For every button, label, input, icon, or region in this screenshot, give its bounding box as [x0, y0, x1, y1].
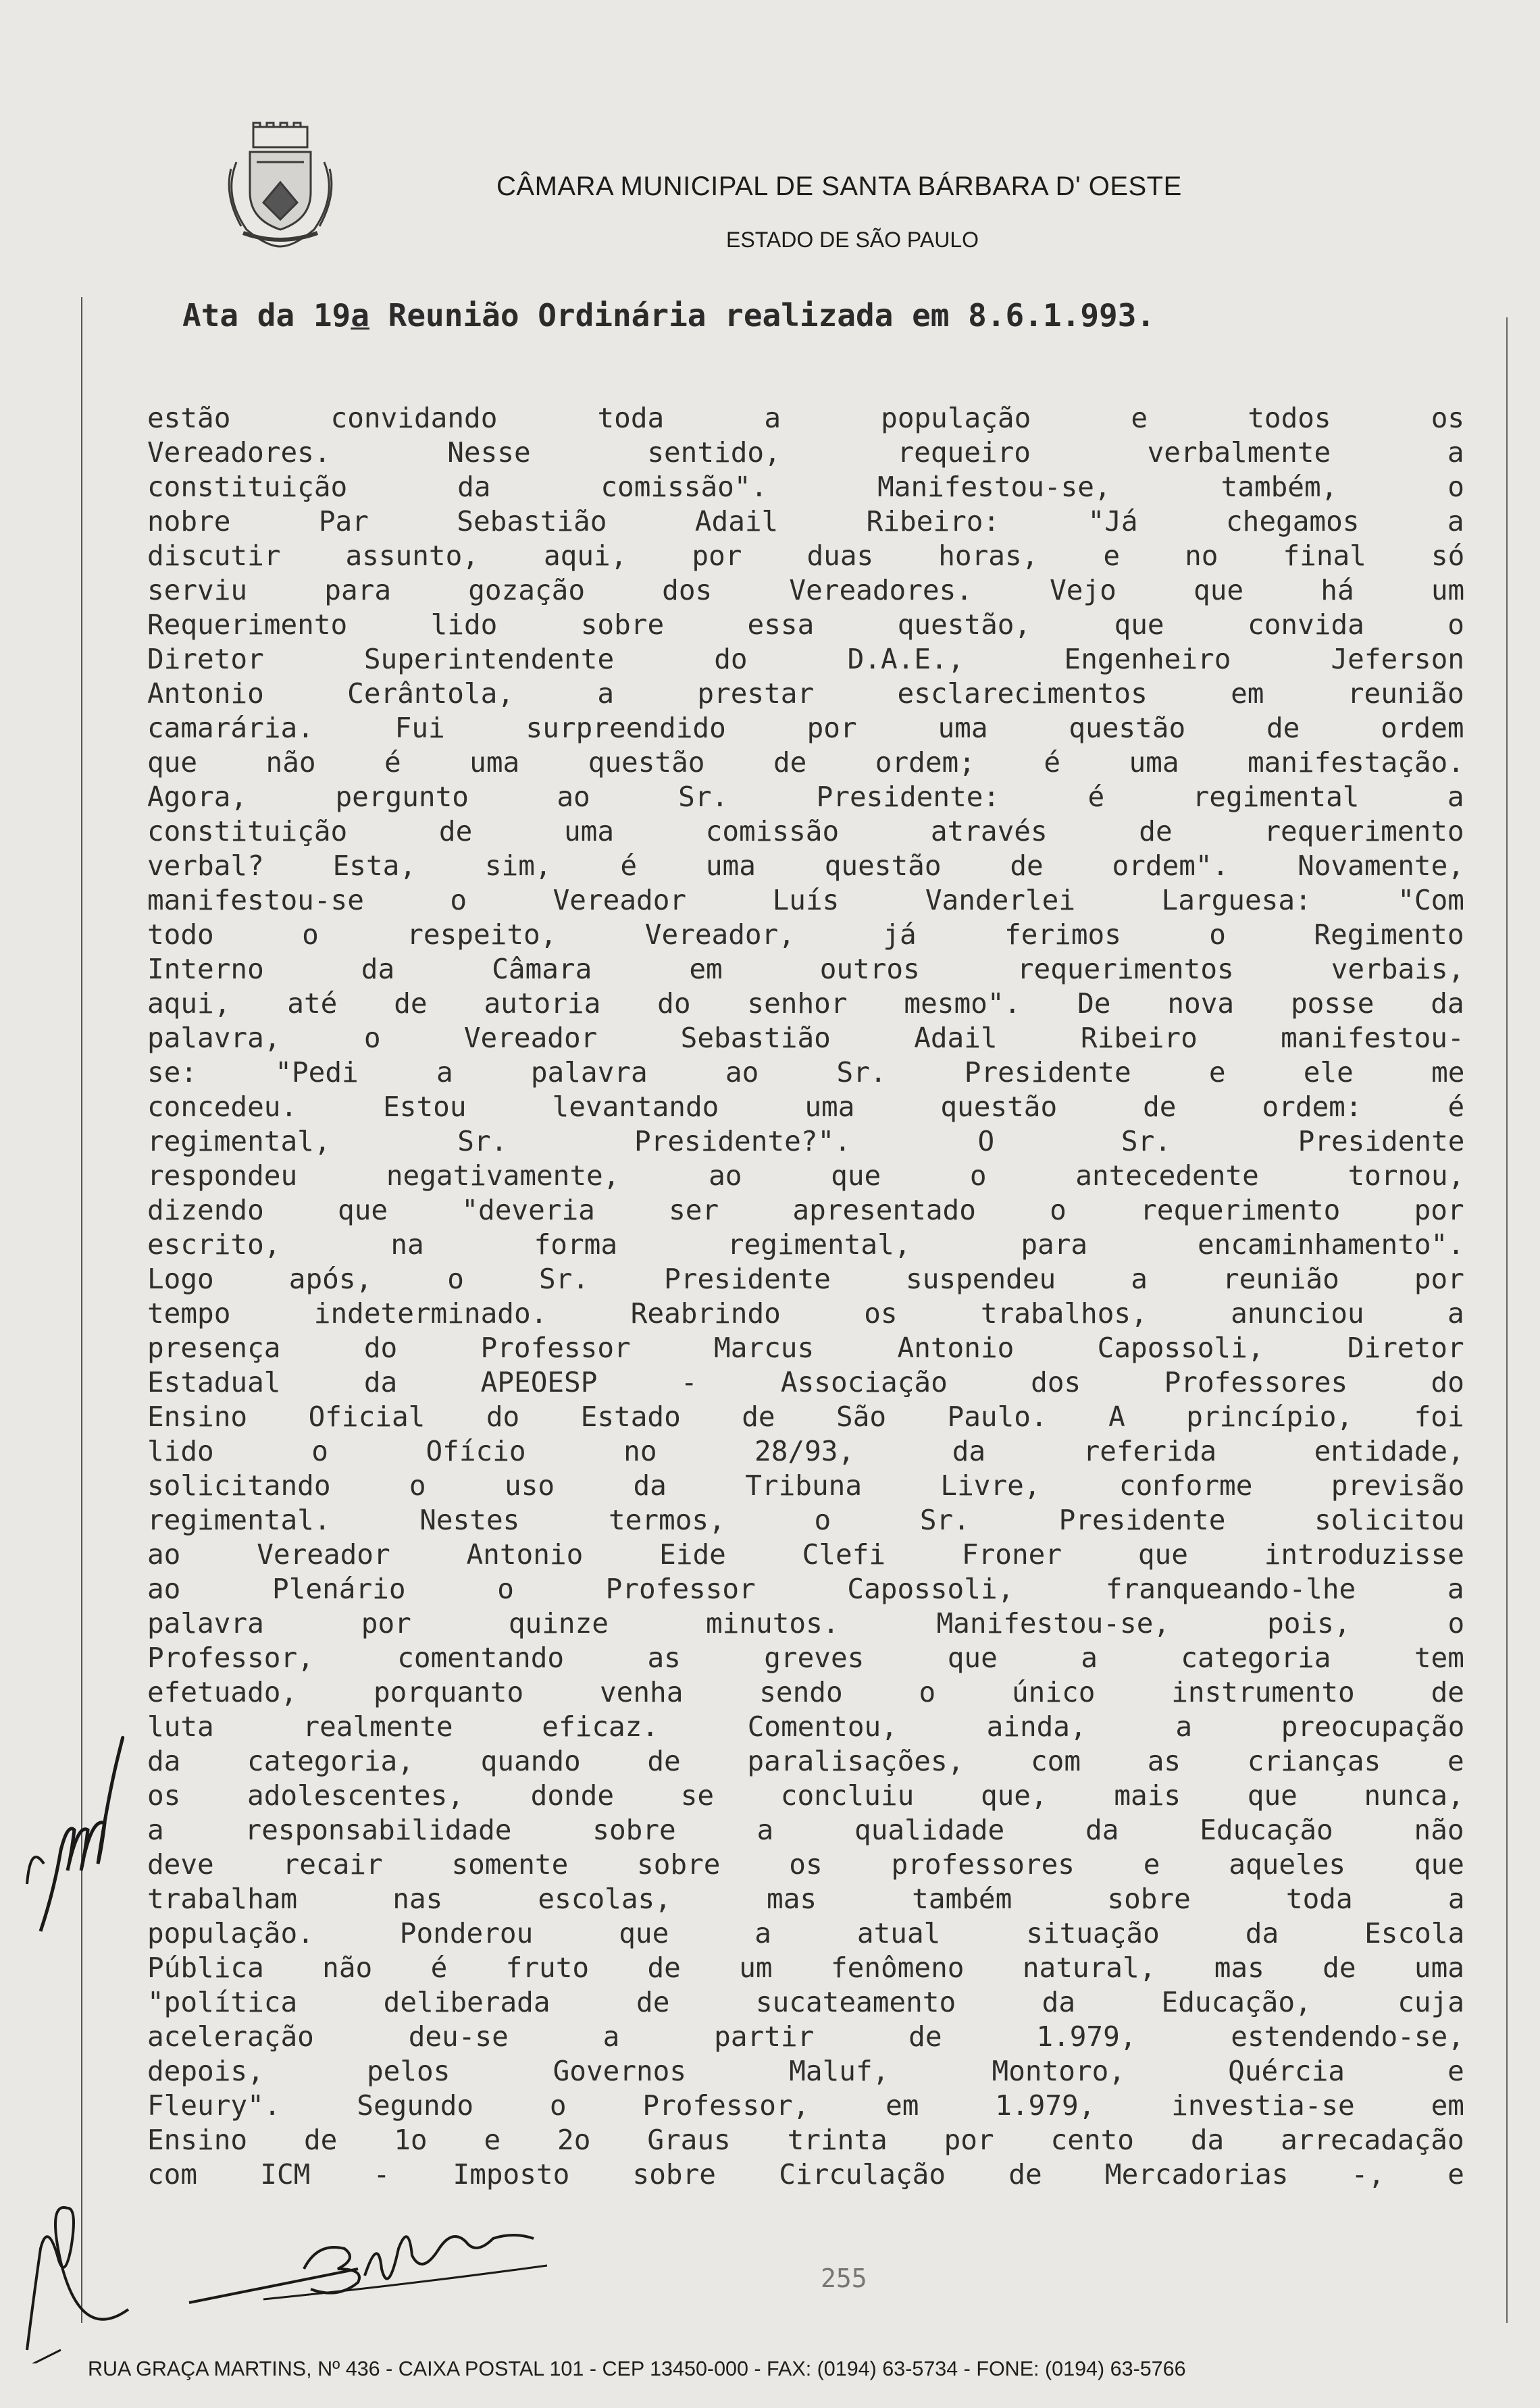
text-line: deve recair somente sobre os professores e aqueles que [147, 1848, 1464, 1881]
text-line: concedeu. Estou levantando uma questão de ordem: é [147, 1091, 1465, 1123]
text-line: aceleração deu-se a partir de 1.979, estendendo-se, [147, 2020, 1464, 2053]
text-line: os adolescentes, donde se concluiu que, mais que nunca, [147, 1779, 1464, 1812]
text-line: Requerimento lido sobre essa questão, que convida o [147, 608, 1464, 641]
text-line: estão convidando toda a população e todos os [147, 402, 1465, 434]
text-line: Logo após, o Sr. Presidente suspendeu a reunião por [147, 1263, 1464, 1295]
text-line: lido o Ofício no 28/93, da referida entidade, [147, 1435, 1464, 1467]
text-line: que não é uma questão de ordem; é uma manifestação. [147, 746, 1464, 779]
text-line: ao Plenário o Professor Capossoli, franqueando-lhe a [147, 1573, 1464, 1605]
text-line: dizendo que "deveria ser apresentado o requerimento por [147, 1194, 1464, 1226]
text-line: da categoria, quando de paralisações, com as crianças e [147, 1745, 1464, 1777]
margin-signature-upper [14, 1702, 149, 1945]
text-line: com ICM - Imposto sobre Circulação de Mercadorias -, e [147, 2158, 1464, 2191]
text-line: efetuado, porquanto venha sendo o único instrumento de [147, 1676, 1464, 1708]
text-line: se: "Pedi a palavra ao Sr. Presidente e ele me [147, 1056, 1465, 1089]
institution-name: CÂMARA MUNICIPAL DE SANTA BÁRBARA D' OESTE [496, 172, 1182, 201]
text-line: constituição de uma comissão através de requerimento [147, 815, 1464, 847]
footer-address: RUA GRAÇA MARTINS, Nº 436 - CAIXA POSTAL 101 - CEP 13450-000 - FAX: (0194) 63-5734 - FONE: (0194) 63-5766 [88, 2357, 1186, 2380]
text-line: Vereadores. Nesse sentido, requeiro verbalmente a [147, 436, 1464, 469]
text-line: regimental, Sr. Presidente?". O Sr. Presidente [147, 1125, 1465, 1157]
municipal-coat-of-arms-icon [216, 122, 344, 250]
text-line: serviu para gozação dos Vereadores. Vejo que há um [147, 574, 1465, 606]
text-line: camarária. Fui surpreendido por uma questão de ordem [147, 712, 1464, 744]
text-line: manifestou-se o Vereador Luís Vanderlei Larguesa: "Com [147, 884, 1464, 916]
text-line: Professor, comentando as greves que a categoria tem [147, 1642, 1464, 1674]
text-line: discutir assunto, aqui, por duas horas, e no final só [147, 540, 1465, 572]
text-line: respondeu negativamente, ao que o antecedente tornou, [147, 1159, 1465, 1192]
text-line: solicitando o uso da Tribuna Livre, conforme previsão [147, 1469, 1465, 1502]
text-line: tempo indeterminado. Reabrindo os trabalhos, anunciou a [147, 1297, 1464, 1330]
text-line: constituição da comissão". Manifestou-se, também, o [147, 471, 1464, 503]
text-line: depois, pelos Governos Maluf, Montoro, Quércia e [147, 2055, 1464, 2087]
title-ordinal: a [351, 297, 369, 334]
text-line: Interno da Câmara em outros requerimentos verbais, [147, 953, 1465, 985]
text-line: a responsabilidade sobre a qualidade da Educação não [147, 1814, 1464, 1846]
minutes-body [147, 401, 1464, 2192]
text-line: verbal? Esta, sim, é uma questão de ordem". Novamente, [147, 849, 1464, 882]
text-line: palavra, o Vereador Sebastião Adail Ribeiro manifestou- [147, 1022, 1464, 1054]
document-title [182, 297, 1466, 334]
text-line: Agora, pergunto ao Sr. Presidente: é regimental a [147, 781, 1464, 813]
text-line: Pública não é fruto de um fenômeno natural, mas de uma [147, 1952, 1464, 1984]
text-line: população. Ponderou que a atual situação da Escola [147, 1917, 1465, 1949]
page-number: 255 [821, 2263, 867, 2293]
text-line: Antonio Cerântola, a prestar esclarecimentos em reunião [147, 677, 1464, 710]
page-right-rule [1506, 317, 1508, 2323]
title-prefix: Ata da 19 [182, 297, 351, 334]
text-line: Fleury". Segundo o Professor, em 1.979, investia-se em [147, 2089, 1464, 2122]
text-line: "política deliberada de sucateamento da Educação, cuja [147, 1986, 1464, 2018]
text-line: todo o respeito, Vereador, já ferimos o Regimento [147, 918, 1464, 951]
text-line: regimental. Nestes termos, o Sr. Presidente solicitou [147, 1504, 1465, 1536]
text-line: Diretor Superintendente do D.A.E., Engenheiro Jeferson [147, 643, 1464, 675]
text-line: Ensino Oficial do Estado de São Paulo. A princípio, foi [147, 1401, 1464, 1433]
text-line: presença do Professor Marcus Antonio Capossoli, Diretor [147, 1332, 1464, 1364]
text-line: Ensino de 1o e 2o Graus trinta por cento da arrecadação [147, 2124, 1464, 2156]
text-line: trabalham nas escolas, mas também sobre toda a [147, 1883, 1465, 1915]
text-line: ao Vereador Antonio Eide Clefi Froner que introduzisse [147, 1538, 1464, 1571]
text-line: Estadual da APEOESP - Associação dos Professores do [147, 1366, 1464, 1398]
text-line: palavra por quinze minutos. Manifestou-se, pois, o [147, 1607, 1465, 1640]
bottom-signature [162, 2222, 635, 2316]
state-name: ESTADO DE SÃO PAULO [726, 228, 979, 252]
margin-signature-lower [7, 2093, 142, 2363]
text-line: aqui, até de autoria do senhor mesmo". De nova posse da [147, 987, 1464, 1020]
text-line: escrito, na forma regimental, para encaminhamento". [147, 1228, 1464, 1261]
text-line: luta realmente eficaz. Comentou, ainda, a preocupação [147, 1710, 1465, 1743]
page-left-rule [81, 297, 82, 2323]
title-suffix: Reunião Ordinária realizada em 8.6.1.993. [369, 297, 1156, 334]
text-line: nobre Par Sebastião Adail Ribeiro: "Já chegamos a [147, 505, 1464, 538]
